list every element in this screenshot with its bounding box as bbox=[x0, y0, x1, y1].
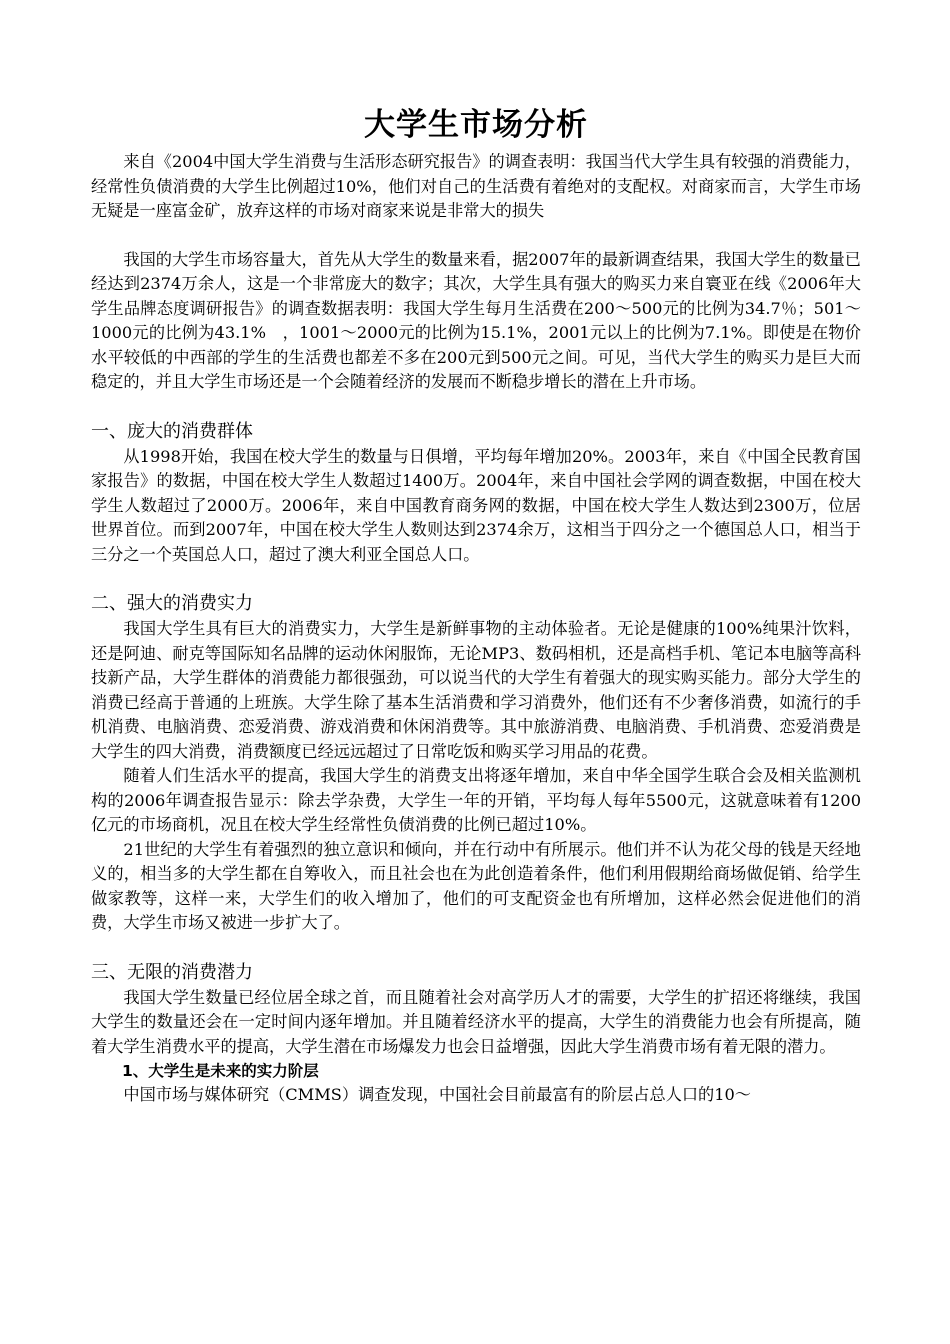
intro-paragraph-2: 我国的大学生市场容量大，首先从大学生的数量来看，据2007年的最新调查结果，我国大学生的数量已经达到2374万余人，这是一个非常庞大的数字；其次，大学生具有强大的购买力来自寰亚在线《2006年大学生品牌态度调研报告》的调查数据表明：我国大学生每月生活费在200～500元的比例为34.7％；501～1000元的比例为43.1% ，1001～2000元的比例为15.1%，2001元以上的比例为7.1%。即使是在物价水平较低的中西部的学生的生活费也都差不多在200元到500元之间。可见，当代大学生的购买力是巨大而稳定的，并且大学生市场还是一个会随着经济的发展而不断稳步增长的潜在上升市场。 bbox=[91, 249, 861, 391]
section-2-paragraph-2: 随着人们生活水平的提高，我国大学生的消费支出将逐年增加，来自中华全国学生联合会及相关监测机构的2006年调查报告显示：除去学杂费，大学生一年的开销，平均每人每年5500元，这就意味着有1200亿元的市场商机，况且在校大学生经常性负债消费的比例已超过10%。 bbox=[91, 766, 861, 834]
section-spacer bbox=[91, 567, 861, 591]
section-1-heading: 一、庞大的消费群体 bbox=[91, 420, 253, 442]
section-spacer bbox=[91, 395, 861, 419]
intro-paragraph-1: 来自《2004中国大学生消费与生活形态研究报告》的调查表明：我国当代大学生具有较强的消费能力，经常性负债消费的大学生比例超过10%，他们对自己的生活费有着绝对的支配权。对商家而言，大学生市场无疑是一座富金矿，放弃这样的市场对商家来说是非常大的损失 bbox=[91, 152, 861, 220]
subsection-1-paragraph-1: 中国市场与媒体研究（CMMS）调查发现，中国社会目前最富有的阶层占总人口的10～ bbox=[123, 1085, 751, 1104]
section-3-paragraph-1: 我国大学生数量已经位居全球之首，而且随着社会对高学历人才的需要，大学生的扩招还将继续，我国大学生的数量还会在一定时间内逐年增加。并且随着经济水平的提高，大学生的消费能力也会有所提高，随着大学生消费水平的提高，大学生潜在市场爆发力也会日益增强，因此大学生消费市场有着无限的潜力。 bbox=[91, 987, 861, 1056]
section-spacer bbox=[91, 936, 861, 960]
section-2-paragraph-1: 我国大学生具有巨大的消费实力，大学生是新鲜事物的主动体验者。无论是健康的100%纯果汁饮料，还是阿迪、耐克等国际知名品牌的运动休闲服饰，无论MP3、数码相机，还是高档手机、笔记本电脑等高科技新产品，大学生群体的消费能力都很强劲，可以说当代的大学生有着强大的现实购买能力。部分大学生的消费已经高于普通的上班族。大学生除了基本生活消费和学习消费外，他们还有不少奢侈消费，如流行的手机消费、电脑消费、恋爱消费、游戏消费和休闲消费等。其中旅游消费、电脑消费、手机消费、恋爱消费是大学生的四大消费，消费额度已经远远超过了日常吃饭和购买学习用品的花费。 bbox=[91, 619, 861, 761]
document-page bbox=[91, 100, 861, 1108]
subsection-1-heading: 1、大学生是未来的实力阶层 bbox=[122, 1062, 319, 1080]
section-3-heading: 三、无限的消费潜力 bbox=[91, 961, 253, 983]
section-2-paragraph-3: 21世纪的大学生有着强烈的独立意识和倾向，并在行动中有所展示。他们并不认为花父母的钱是天经地义的，相当多的大学生都在自筹收入，而且社会也在为此创造着条件，他们利用假期给商场做促销、给学生做家教等，这样一来，大学生们的收入增加了，他们的可支配资金也有所增加，这样必然会促进他们的消费，大学生市场又被进一步扩大了。 bbox=[91, 839, 861, 932]
document-title: 大学生市场分析 bbox=[364, 107, 588, 143]
paragraph-spacer bbox=[91, 224, 861, 248]
section-1-paragraph-1: 从1998开始，我国在校大学生的数量与日俱增，平均每年增加20%。2003年，来自《中国全民教育国家报告》的数据，中国在校大学生人数超过1400万。2004年，来自中国社会学网的调查数据，中国在校大学生人数超过了2000万。2006年，来自中国教育商务网的数据，中国在校大学生人数达到2300万，位居世界首位。而到2007年，中国在校大学生人数则达到2374余万，这相当于四分之一个德国总人口，相当于三分之一个英国总人口，超过了澳大利亚全国总人口。 bbox=[91, 446, 861, 564]
section-2-heading: 二、强大的消费实力 bbox=[91, 593, 253, 614]
